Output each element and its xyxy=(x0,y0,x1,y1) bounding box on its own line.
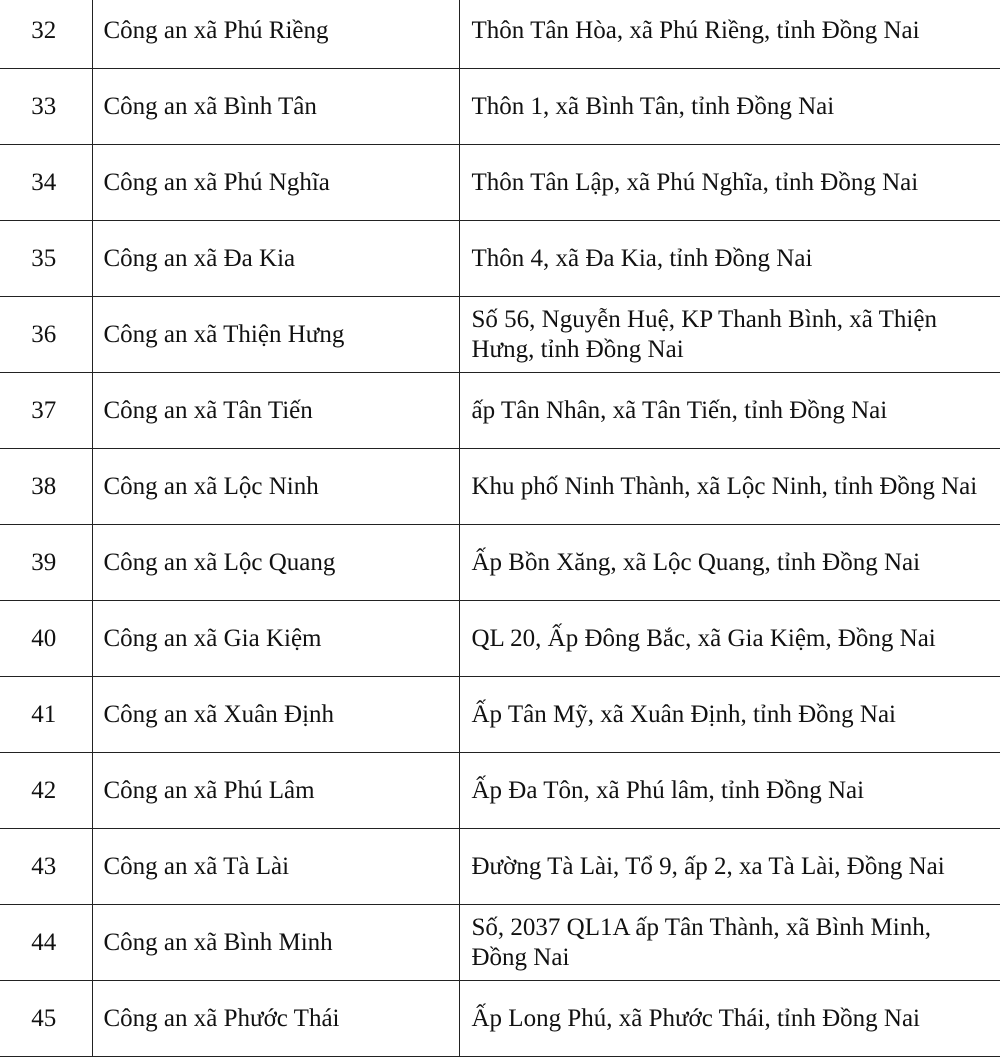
station-address: Ấp Bồn Xăng, xã Lộc Quang, tỉnh Đồng Nai xyxy=(459,525,1000,601)
station-address: Số 56, Nguyễn Huệ, KP Thanh Bình, xã Thiện Hưng, tỉnh Đồng Nai xyxy=(459,297,1000,373)
station-name: Công an xã Gia Kiệm xyxy=(92,601,459,677)
row-number: 45 xyxy=(0,981,92,1057)
table-row xyxy=(0,221,1000,297)
table-row xyxy=(0,145,1000,221)
table-row xyxy=(0,601,1000,677)
row-number: 41 xyxy=(0,677,92,753)
table-row xyxy=(0,905,1000,981)
row-number: 44 xyxy=(0,905,92,981)
row-number: 35 xyxy=(0,221,92,297)
row-number: 40 xyxy=(0,601,92,677)
station-name: Công an xã Lộc Quang xyxy=(92,525,459,601)
station-name: Công an xã Phú Nghĩa xyxy=(92,145,459,221)
station-name: Công an xã Lộc Ninh xyxy=(92,449,459,525)
station-address: Thôn 1, xã Bình Tân, tỉnh Đồng Nai xyxy=(459,69,1000,145)
table-row xyxy=(0,677,1000,753)
station-name: Công an xã Bình Minh xyxy=(92,905,459,981)
table-row xyxy=(0,373,1000,449)
station-address: Số, 2037 QL1A ấp Tân Thành, xã Bình Minh, Đồng Nai xyxy=(459,905,1000,981)
station-address: QL 20, Ấp Đông Bắc, xã Gia Kiệm, Đồng Nai xyxy=(459,601,1000,677)
station-address: ấp Tân Nhân, xã Tân Tiến, tỉnh Đồng Nai xyxy=(459,373,1000,449)
station-name: Công an xã Tân Tiến xyxy=(92,373,459,449)
station-address: Ấp Đa Tôn, xã Phú lâm, tỉnh Đồng Nai xyxy=(459,753,1000,829)
row-number: 39 xyxy=(0,525,92,601)
table-row xyxy=(0,981,1000,1057)
station-name: Công an xã Thiện Hưng xyxy=(92,297,459,373)
row-number: 33 xyxy=(0,69,92,145)
station-name: Công an xã Tà Lài xyxy=(92,829,459,905)
station-address: Khu phố Ninh Thành, xã Lộc Ninh, tỉnh Đồng Nai xyxy=(459,449,1000,525)
station-name: Công an xã Xuân Định xyxy=(92,677,459,753)
table-row xyxy=(0,69,1000,145)
row-number: 43 xyxy=(0,829,92,905)
station-name: Công an xã Bình Tân xyxy=(92,69,459,145)
station-address: Đường Tà Lài, Tổ 9, ấp 2, xa Tà Lài, Đồng Nai xyxy=(459,829,1000,905)
station-address: Thôn 4, xã Đa Kia, tỉnh Đồng Nai xyxy=(459,221,1000,297)
row-number: 42 xyxy=(0,753,92,829)
station-name: Công an xã Đa Kia xyxy=(92,221,459,297)
table-row xyxy=(0,753,1000,829)
table-row xyxy=(0,525,1000,601)
station-address: Thôn Tân Hòa, xã Phú Riềng, tỉnh Đồng Nai xyxy=(459,0,1000,69)
table-row xyxy=(0,829,1000,905)
row-number: 34 xyxy=(0,145,92,221)
row-number: 32 xyxy=(0,0,92,69)
table-row xyxy=(0,0,1000,69)
station-name: Công an xã Phú Lâm xyxy=(92,753,459,829)
table-row xyxy=(0,297,1000,373)
row-number: 37 xyxy=(0,373,92,449)
row-number: 36 xyxy=(0,297,92,373)
station-name: Công an xã Phước Thái xyxy=(92,981,459,1057)
station-address: Ấp Long Phú, xã Phước Thái, tỉnh Đồng Nai xyxy=(459,981,1000,1057)
station-address: Ấp Tân Mỹ, xã Xuân Định, tỉnh Đồng Nai xyxy=(459,677,1000,753)
station-address: Thôn Tân Lập, xã Phú Nghĩa, tỉnh Đồng Nai xyxy=(459,145,1000,221)
station-name: Công an xã Phú Riềng xyxy=(92,0,459,69)
table-row xyxy=(0,449,1000,525)
row-number: 38 xyxy=(0,449,92,525)
